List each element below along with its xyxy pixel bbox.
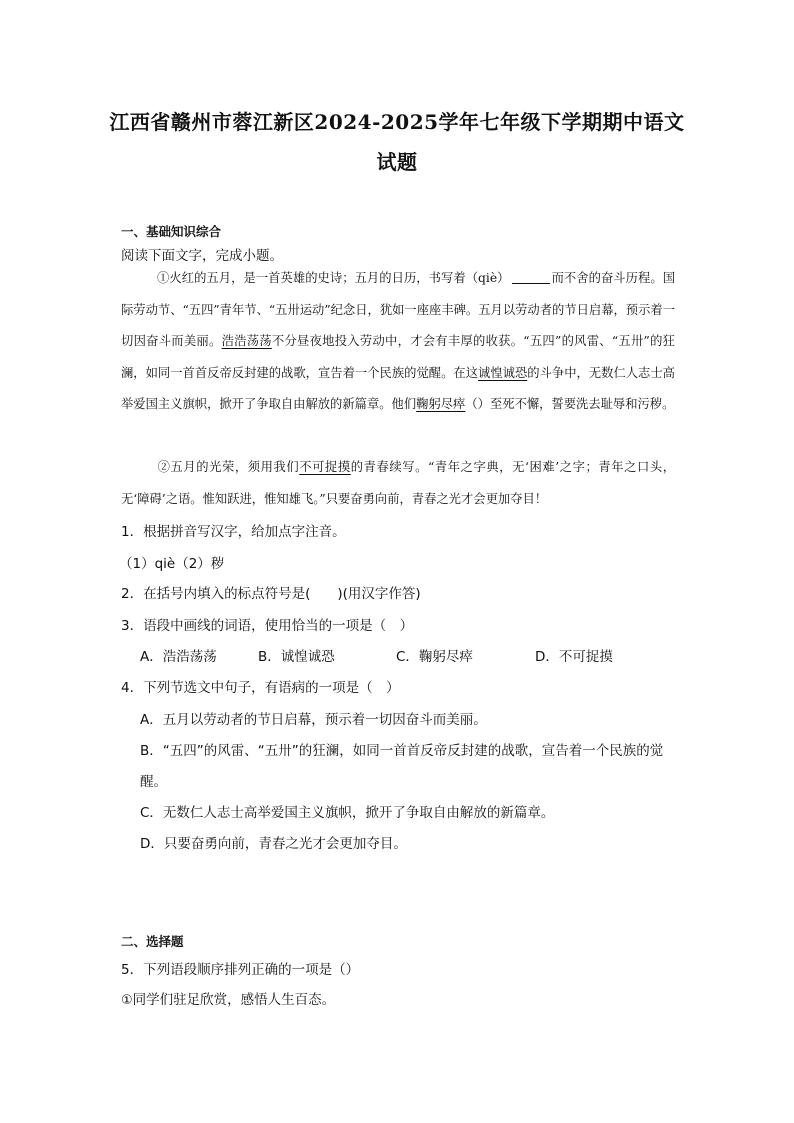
q3-option-c: C．鞠躬尽瘁 — [396, 649, 473, 665]
underlined-phrase-2: 诚惶诚恐 — [478, 365, 528, 380]
q3-option-d: D．不可捉摸 — [535, 649, 613, 665]
q4-option-b: B．“五四”的风雷、“五卅”的狂澜，如同一首首反帝反封建的战歌，宣告着一个民族的觉 — [140, 743, 664, 759]
reading-instruction: 阅读下面文字，完成小题。 — [121, 248, 283, 264]
q4-option-d: D．只要奋勇向前，青春之光才会更加夺目。 — [140, 836, 407, 852]
question-1: 1．根据拼音写汉字，给加点字注音。 — [121, 524, 346, 540]
question-5: 5．下列语段顺序排列正确的一项是（） — [121, 962, 360, 978]
passage-paragraph-2: ②五月的光荣，须用我们不可捉摸的青春续写。“青年之字典，无‘困难’之字；青年之口头，无‘障碍’之语。惟知跃进，惟知雄飞。”只要奋勇向前，青春之光才会更加夺目！ — [121, 460, 675, 506]
q4-option-a: A．五月以劳动者的节日启幕，预示着一切因奋斗而美丽。 — [140, 712, 487, 728]
question-4: 4．下列节选文中句子，有语病的一项是（ ） — [121, 680, 400, 696]
document-title-line2: 试题 — [376, 150, 418, 174]
document-title-line1: 江西省赣州市蓉江新区2024-2025学年七年级下学期期中语文 — [109, 110, 685, 134]
passage-paragraph-1: ①火红的五月，是一首英雄的史诗；五月的日历，书写着（qiè） 而不舍的奋斗历程。国际劳动节、“五四”青年节、“五卅运动”纪念日，犹如一座座丰碑。五月以劳动者的节日启幕，预示着一切因奋斗而美丽。浩浩荡荡不分昼夜地投入劳动中，才会有丰厚的收获。“五四”的风雷、“五卅”的狂澜，如同一首首反帝反封建的战歌，宣告着一个民族的觉醒。在这诚惶诚恐的斗争中，无数仁人志士高举爱国主义旗帜，掀开了争取自由解放的新篇章。他们鞠躬尽瘁（）至死不懈，誓要洗去耻辱和污秽。 — [121, 271, 675, 411]
q3-option-b: B．诚惶诚恐 — [258, 649, 335, 665]
question-3: 3．语段中画线的词语，使用恰当的一项是（ ） — [121, 618, 414, 634]
question-2: 2．在括号内填入的标点符号是( )(用汉字作答) — [121, 586, 421, 602]
circled-number-1: ① — [121, 993, 133, 1008]
question-1-items: （1）qiè（2）秽 — [119, 556, 225, 572]
q3-option-a: A．浩浩荡荡 — [140, 649, 217, 665]
section1-heading: 一、基础知识综合 — [121, 224, 222, 239]
q4-option-b-cont: 醒。 — [140, 774, 167, 790]
underlined-phrase-1: 浩浩荡荡 — [221, 334, 272, 348]
q5-item-1: ①同学们驻足欣赏，感悟人生百态。 — [121, 992, 336, 1008]
answer-blank — [512, 271, 550, 284]
q4-option-c: C．无数仁人志士高举爱国主义旗帜，掀开了争取自由解放的新篇章。 — [140, 805, 555, 821]
underlined-phrase-4: 不可捉摸 — [299, 460, 351, 474]
section2-heading: 二、选择题 — [121, 934, 184, 949]
underlined-phrase-3: 鞠躬尽瘁 — [416, 397, 466, 411]
